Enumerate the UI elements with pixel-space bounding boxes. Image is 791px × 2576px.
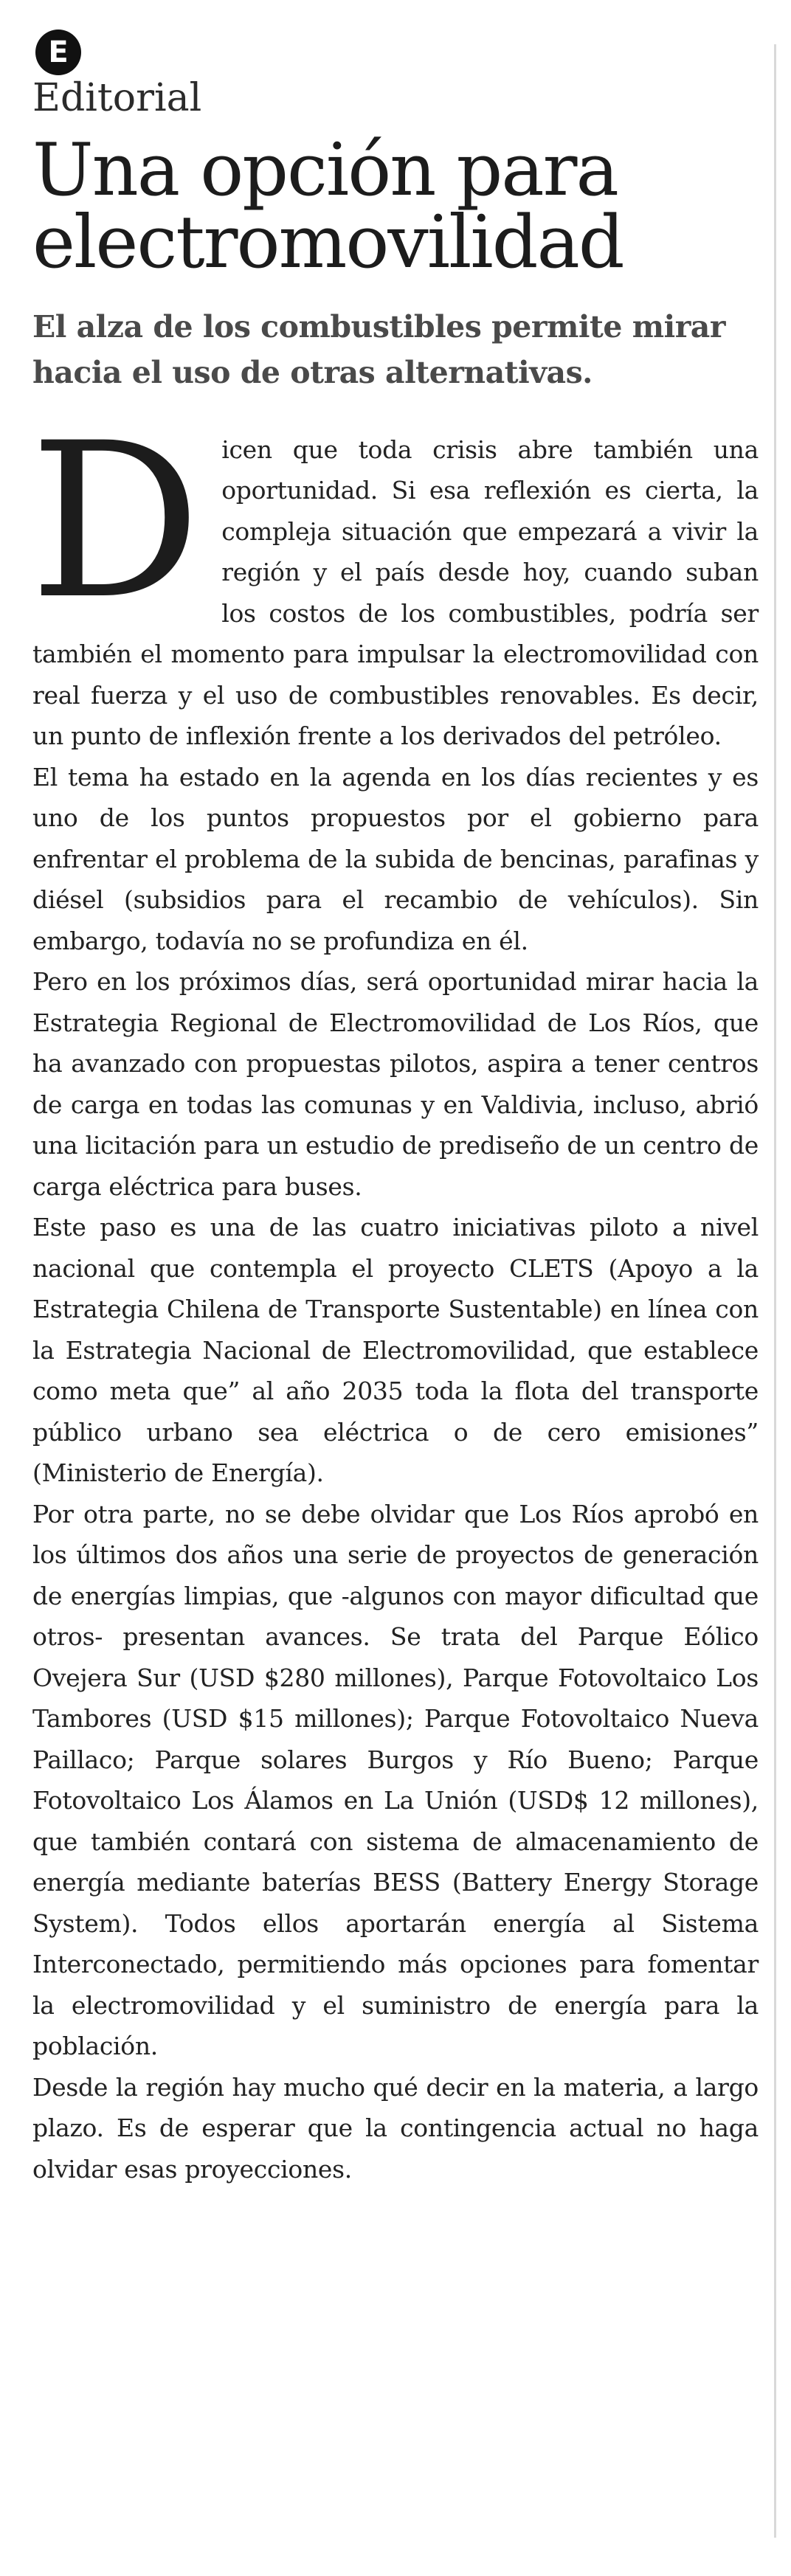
subhead: El alza de los combustibles permite mirar hacia el uso de otras alternativas. xyxy=(32,308,725,390)
article-body xyxy=(30,397,759,2190)
paragraph-4: Este paso es una de las cuatro iniciativas piloto a nivel nacional que contempla el proyecto CLETS (Apoyo a la Estrategia Chilena de Transporte Sustentable) en línea con la Estrategia Nacional de Electromovilidad, que establece como meta que” al año 2035 toda la flota del transporte público urbano sea eléctrica o de cero emisiones” (Ministerio de Energía). xyxy=(32,1213,759,1488)
section-label: Editorial xyxy=(32,76,202,120)
section-badge: E xyxy=(35,30,81,75)
paragraph-1-text: icen que toda crisis abre también una oportunidad. Si esa reflexión es cierta, la compleja situación que empezará a vivir la región y el país desde hoy, cuando suban los costos de los combustibles, podría ser también el momento para impulsar la electromovilidad con real fuerza y el uso de combustibles renovables. Es decir, un punto de inflexión frente a los derivados del petróleo. xyxy=(32,434,759,751)
paragraph-5: Por otra parte, no se debe olvidar que Los Ríos aprobó en los últimos dos años una serie de proyectos de generación de energías limpias, que -algunos con mayor dificultad que otros- presentan avances. Se trata del Parque Eólico Ovejera Sur (USD $280 millones), Parque Fotovoltaico Los Tambores (USD $15 millones); Parque Fotovoltaico Nueva Paillaco; Parque solares Burgos y Río Bueno; Parque Fotovoltaico Los Álamos en La Unión (USD$ 12 millones), que también contará con sistema de almacenamiento de energía mediante baterías BESS (Battery Energy Storage System). Todos ellos aportarán energía al Sistema Interconectado, permitiendo más opciones para fomentar la electromovilidad y el suministro de energía para la población. xyxy=(32,1499,759,2061)
paragraph-3: Pero en los próximos días, será oportunidad mirar hacia la Estrategia Regional de Electromovilidad de Los Ríos, que ha avanzado con propuestas pilotos, aspira a tener centros de carga en todas las comunas y en Valdivia, incluso, abrió una licitación para un estudio de prediseño de un centro de carga eléctrica para buses. xyxy=(32,967,759,1201)
paragraph-2: El tema ha estado en la agenda en los días recientes y es uno de los puntos propuestos por el gobierno para enfrentar el problema de la subida de bencinas, parafinas y diésel (subsidios para el recambio de vehículos). Sin embargo, todavía no se profundiza en él. xyxy=(32,762,759,955)
paragraph-6: Desde la región hay mucho qué decir en la materia, a largo plazo. Es de esperar que la contingencia actual no haga olvidar esas proyecciones. xyxy=(32,2072,759,2184)
headline: Una opción para electromovilidad xyxy=(32,128,624,285)
column-rule xyxy=(774,44,776,2538)
paragraph-1 xyxy=(30,397,759,757)
drop-cap: D xyxy=(30,397,201,646)
